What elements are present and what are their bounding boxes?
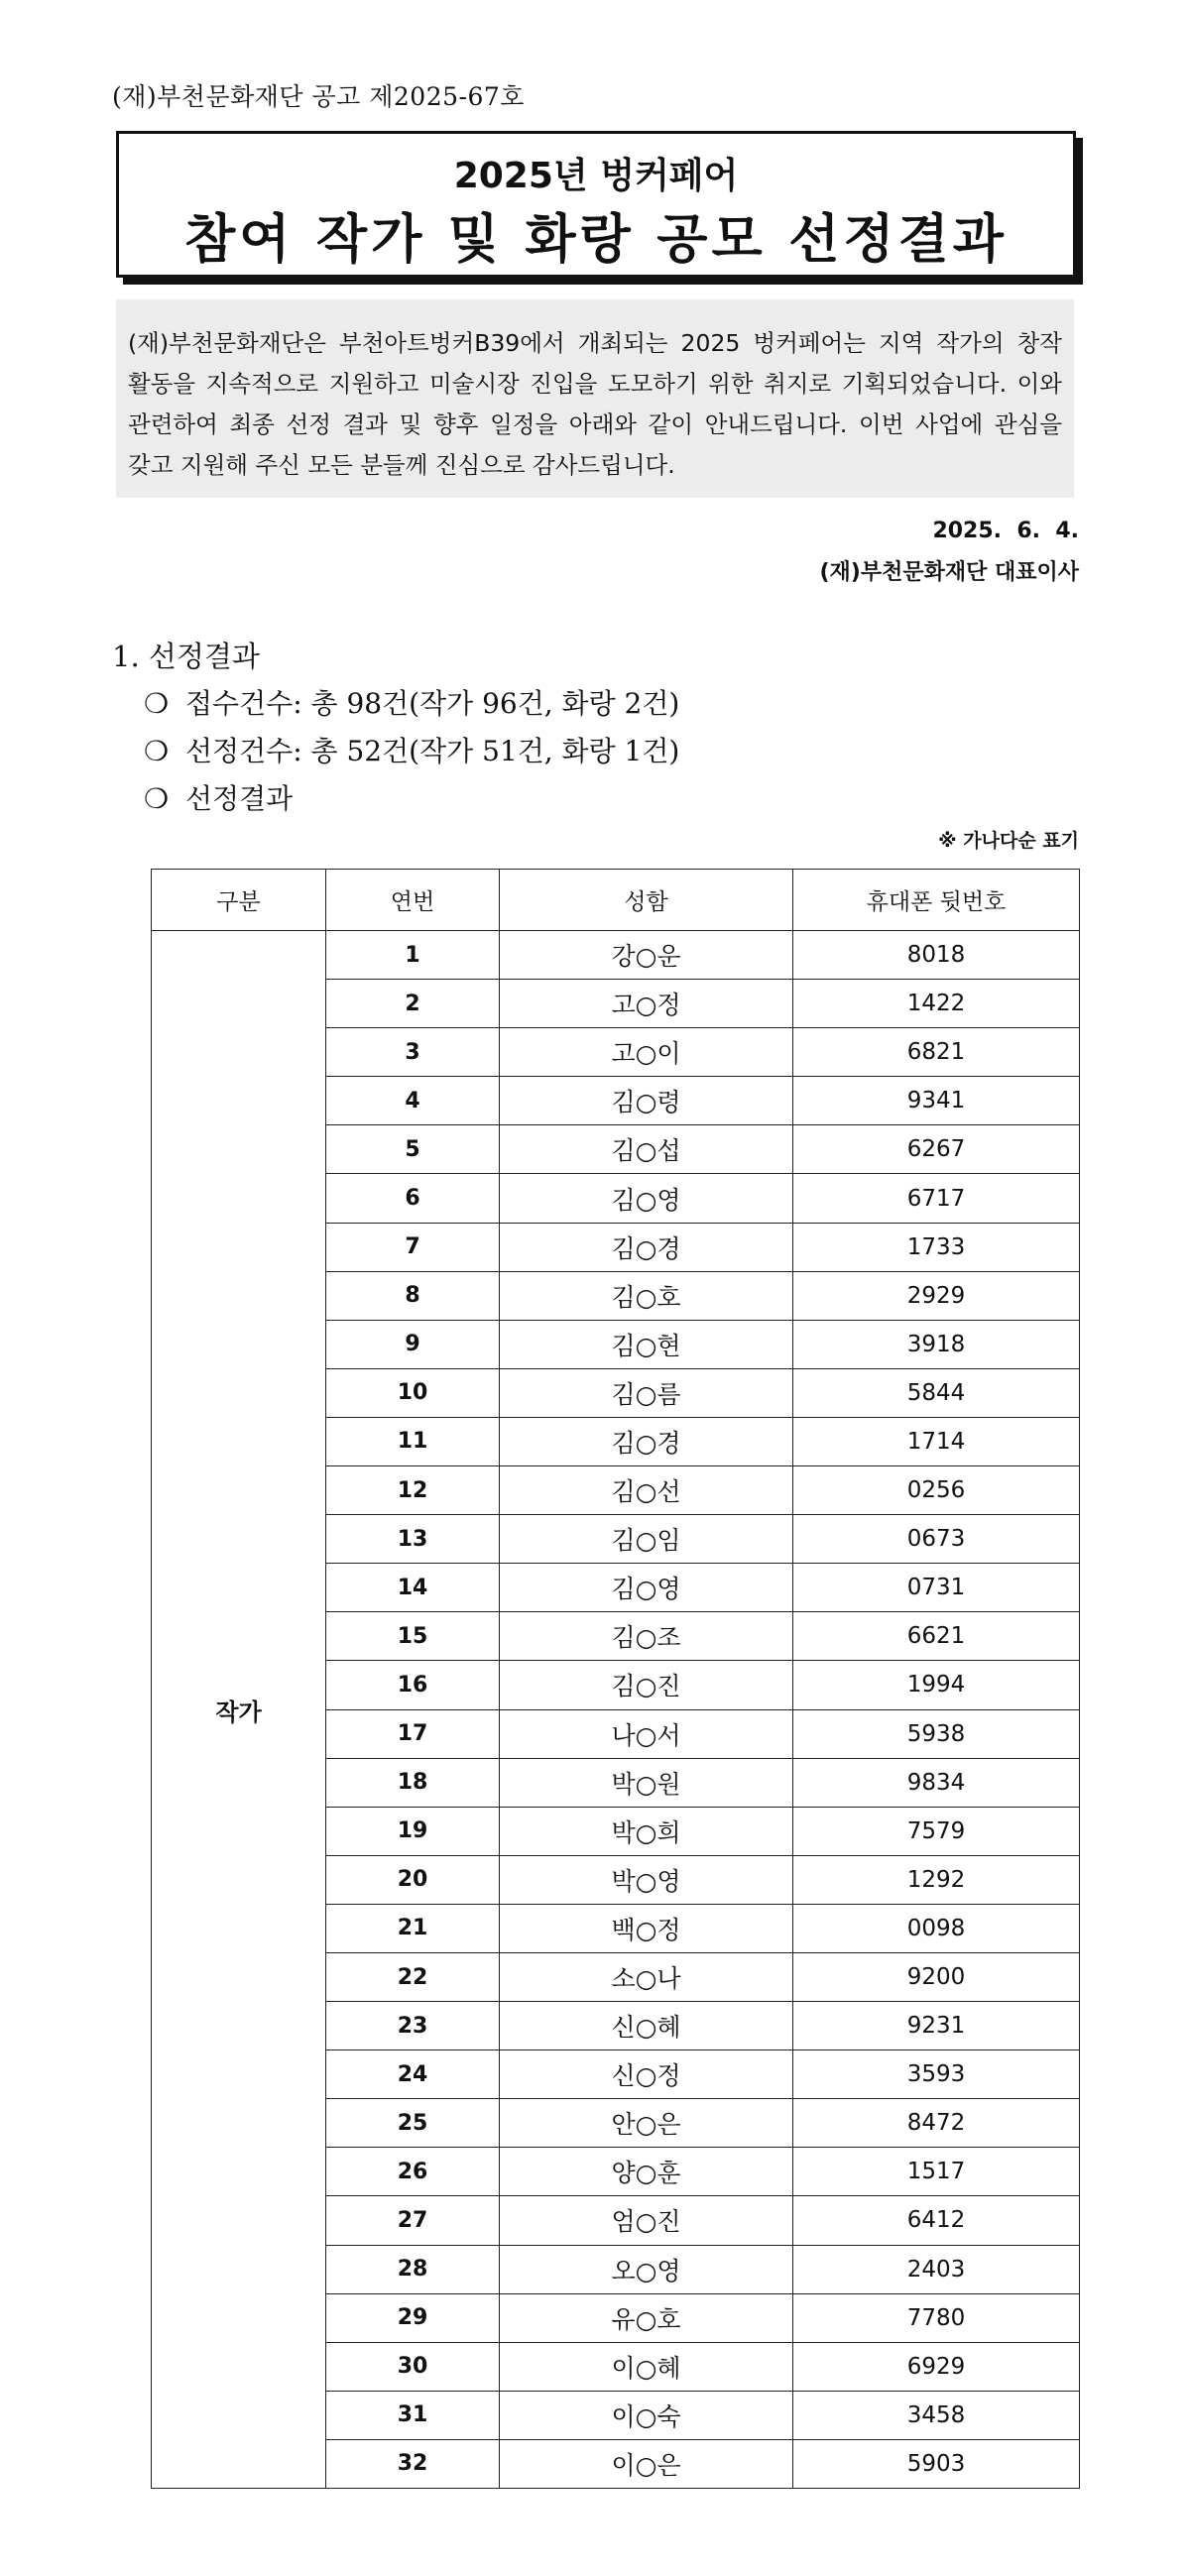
- circle-bullet-icon: ❍: [144, 782, 170, 815]
- name-cell: 이○혜: [500, 2342, 793, 2391]
- row-number-cell: 13: [326, 1515, 500, 1564]
- phone-cell: 1292: [793, 1855, 1080, 1904]
- name-cell: 소○나: [500, 1952, 793, 2001]
- phone-cell: 2929: [793, 1271, 1080, 1320]
- bullet-item-result: [144, 777, 293, 817]
- phone-cell: 1517: [793, 2148, 1080, 2196]
- row-number-cell: 30: [326, 2342, 500, 2391]
- category-cell: 작가: [152, 931, 326, 2489]
- row-number-cell: 28: [326, 2245, 500, 2293]
- row-number-cell: 7: [326, 1223, 500, 1271]
- name-cell: 고○정: [500, 980, 793, 1028]
- row-number-cell: 10: [326, 1368, 500, 1417]
- title-main: 참여 작가 및 화랑 공모 선정결과: [184, 209, 1008, 270]
- bullet-text: 선정건수: 총 52건(작가 51건, 화랑 1건): [185, 735, 680, 767]
- name-cell: 나○서: [500, 1709, 793, 1758]
- name-cell: 안○은: [500, 2099, 793, 2148]
- phone-cell: 2403: [793, 2245, 1080, 2293]
- row-number-cell: 23: [326, 2002, 500, 2050]
- title-line1: 2025년 벙커페어: [453, 156, 739, 196]
- phone-cell: 6412: [793, 2196, 1080, 2245]
- header-number: 연번: [326, 870, 500, 931]
- row-number-cell: 11: [326, 1417, 500, 1465]
- name-cell: 박○영: [500, 1855, 793, 1904]
- phone-cell: 9231: [793, 2002, 1080, 2050]
- bullet-text: 선정결과: [185, 782, 294, 815]
- name-cell: 김○임: [500, 1515, 793, 1564]
- intro-text: (재)부천문화재단은 부천아트벙커B39에서 개최되는 2025 벙커페어는 지역 작가의 창작 활동을 지속적으로 지원하고 미술시장 진입을 도모하기 위한 취지로 기획되었습니다. 이와 관련하여 최종 선정 결과 및 향후 일정을 아래와 같이 안내드립니다. 이번 사업에 관심을 갖고 지원해 주신 모든 분들께 진심으로 감사드립니다.: [128, 329, 1062, 479]
- row-number-cell: 8: [326, 1271, 500, 1320]
- table-body: [152, 931, 1080, 2489]
- phone-cell: 9200: [793, 1952, 1080, 2001]
- row-number-cell: 24: [326, 2050, 500, 2099]
- name-cell: 김○선: [500, 1466, 793, 1515]
- name-cell: 엄○진: [500, 2196, 793, 2245]
- title-box: [116, 131, 1076, 278]
- circle-bullet-icon: ❍: [144, 687, 170, 720]
- name-cell: 김○경: [500, 1417, 793, 1465]
- name-cell: 고○이: [500, 1028, 793, 1077]
- row-number-cell: 21: [326, 1904, 500, 1952]
- phone-cell: 9341: [793, 1077, 1080, 1125]
- phone-cell: 0673: [793, 1515, 1080, 1564]
- phone-cell: 6717: [793, 1174, 1080, 1223]
- phone-cell: 0098: [793, 1904, 1080, 1952]
- phone-cell: 1733: [793, 1223, 1080, 1271]
- name-cell: 김○조: [500, 1612, 793, 1661]
- phone-cell: 3458: [793, 2391, 1080, 2439]
- header-phone: 휴대폰 뒷번호: [793, 870, 1080, 931]
- row-number-cell: 22: [326, 1952, 500, 2001]
- row-number-cell: 1: [326, 931, 500, 980]
- row-number-cell: 15: [326, 1612, 500, 1661]
- phone-cell: 6821: [793, 1028, 1080, 1077]
- name-cell: 김○섭: [500, 1125, 793, 1174]
- row-number-cell: 12: [326, 1466, 500, 1515]
- row-number-cell: 4: [326, 1077, 500, 1125]
- phone-cell: 6929: [793, 2342, 1080, 2391]
- table-row: [152, 931, 1080, 980]
- name-cell: 김○름: [500, 1368, 793, 1417]
- bullet-text: 접수건수: 총 98건(작가 96건, 화랑 2건): [185, 687, 680, 720]
- row-number-cell: 9: [326, 1320, 500, 1368]
- row-number-cell: 20: [326, 1855, 500, 1904]
- row-number-cell: 25: [326, 2099, 500, 2148]
- phone-cell: 8472: [793, 2099, 1080, 2148]
- intro-box: [116, 299, 1074, 498]
- table-header-row: [152, 870, 1080, 931]
- name-cell: 김○영: [500, 1564, 793, 1612]
- name-cell: 김○호: [500, 1271, 793, 1320]
- phone-cell: 1714: [793, 1417, 1080, 1465]
- row-number-cell: 31: [326, 2391, 500, 2439]
- name-cell: 오○영: [500, 2245, 793, 2293]
- phone-cell: 5938: [793, 1709, 1080, 1758]
- name-cell: 양○훈: [500, 2148, 793, 2196]
- name-cell: 이○숙: [500, 2391, 793, 2439]
- phone-cell: 8018: [793, 931, 1080, 980]
- name-cell: 신○정: [500, 2050, 793, 2099]
- row-number-cell: 2: [326, 980, 500, 1028]
- name-cell: 김○현: [500, 1320, 793, 1368]
- row-number-cell: 14: [326, 1564, 500, 1612]
- notice-number: (재)부천문화재단 공고 제2025-67호: [112, 82, 525, 111]
- name-cell: 신○혜: [500, 2002, 793, 2050]
- name-cell: 김○령: [500, 1077, 793, 1125]
- row-number-cell: 19: [326, 1807, 500, 1855]
- name-cell: 김○진: [500, 1661, 793, 1709]
- name-cell: 김○영: [500, 1174, 793, 1223]
- name-cell: 박○희: [500, 1807, 793, 1855]
- circle-bullet-icon: ❍: [144, 735, 170, 767]
- header-name: 성함: [500, 870, 793, 931]
- row-number-cell: 29: [326, 2293, 500, 2342]
- phone-cell: 0731: [793, 1564, 1080, 1612]
- name-cell: 박○원: [500, 1758, 793, 1807]
- row-number-cell: 26: [326, 2148, 500, 2196]
- row-number-cell: 16: [326, 1661, 500, 1709]
- bullet-item-selected: [144, 730, 679, 769]
- name-cell: 백○정: [500, 1904, 793, 1952]
- row-number-cell: 3: [326, 1028, 500, 1077]
- row-number-cell: 17: [326, 1709, 500, 1758]
- phone-cell: 0256: [793, 1466, 1080, 1515]
- name-cell: 강○운: [500, 931, 793, 980]
- header-category: 구분: [152, 870, 326, 931]
- row-number-cell: 32: [326, 2439, 500, 2488]
- name-cell: 김○경: [500, 1223, 793, 1271]
- phone-cell: 6267: [793, 1125, 1080, 1174]
- notice-date: 2025. 6. 4.: [932, 519, 1079, 543]
- phone-cell: 3593: [793, 2050, 1080, 2099]
- phone-cell: 6621: [793, 1612, 1080, 1661]
- phone-cell: 7579: [793, 1807, 1080, 1855]
- sort-note: ※ 가나다순 표기: [938, 830, 1079, 852]
- phone-cell: 9834: [793, 1758, 1080, 1807]
- row-number-cell: 6: [326, 1174, 500, 1223]
- phone-cell: 3918: [793, 1320, 1080, 1368]
- section-title: 1. 선정결과: [112, 640, 260, 673]
- phone-cell: 7780: [793, 2293, 1080, 2342]
- phone-cell: 5844: [793, 1368, 1080, 1417]
- result-table: [151, 869, 1080, 2489]
- name-cell: 유○호: [500, 2293, 793, 2342]
- name-cell: 이○은: [500, 2439, 793, 2488]
- bullet-item-received: [144, 682, 679, 722]
- phone-cell: 1994: [793, 1661, 1080, 1709]
- phone-cell: 5903: [793, 2439, 1080, 2488]
- row-number-cell: 5: [326, 1125, 500, 1174]
- phone-cell: 1422: [793, 980, 1080, 1028]
- notice-issuer: (재)부천문화재단 대표이사: [819, 560, 1079, 585]
- row-number-cell: 27: [326, 2196, 500, 2245]
- row-number-cell: 18: [326, 1758, 500, 1807]
